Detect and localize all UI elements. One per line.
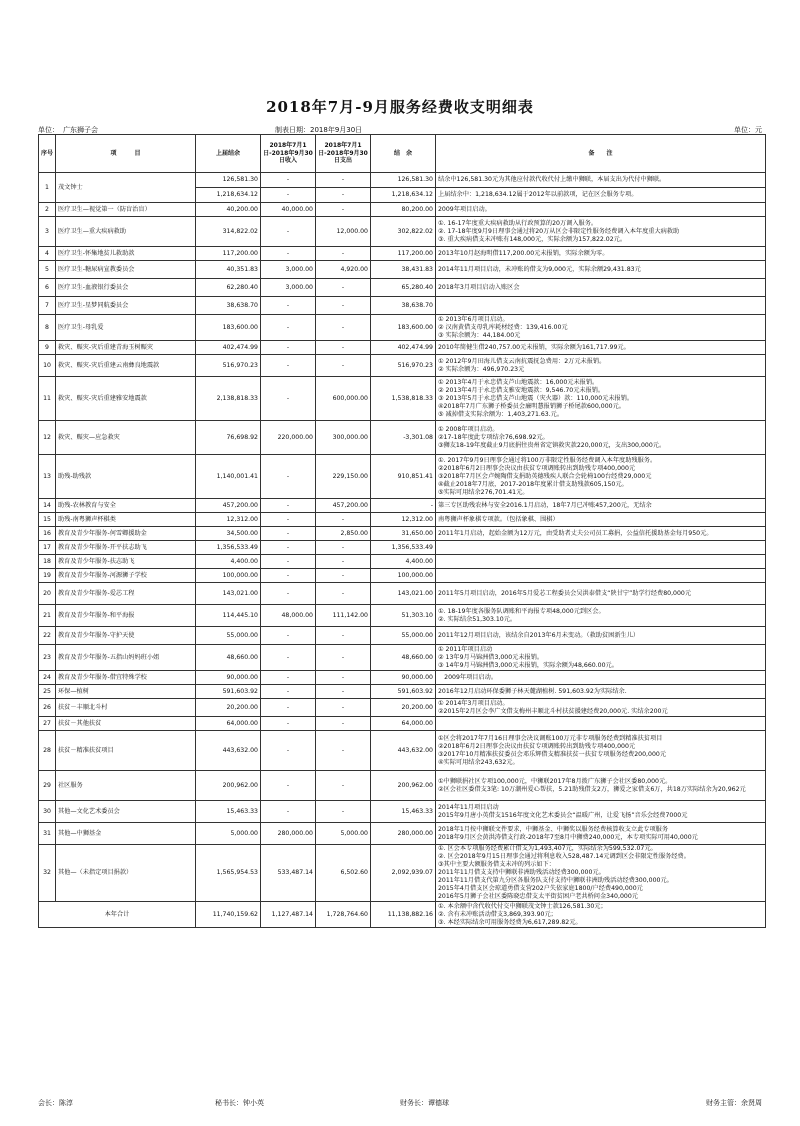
row-note xyxy=(436,717,766,731)
table-row xyxy=(39,583,766,605)
row-note: ①. 2017年9月9日理事会通过将100万非限定性服务经费调入本年度助残服务。 ②2018年6月2日理事会决议由扶贫专项调账转出到助残专项400,000元 ③2018年7月区会卢婉陶借支捐助英德残疾人联合会轮椅100台经费29,000元 ④截止2018年7月底，2017-2018年度累计借支助残款605,150元。 ⑤实际可用结余276,701.41元。 xyxy=(436,455,766,499)
row-balance: 55,000.00 xyxy=(371,627,436,645)
row-income: - xyxy=(261,188,316,203)
row-expense: - xyxy=(316,279,371,297)
row-no: 8 xyxy=(39,315,56,341)
row-no: 31 xyxy=(39,823,56,845)
row-item: 教育及青少年服务-扶志助飞 xyxy=(56,555,196,569)
row-prev-balance: 20,200.00 xyxy=(196,699,261,717)
table-row xyxy=(39,217,766,247)
row-no: 16 xyxy=(39,527,56,541)
row-prev-balance: 62,280.40 xyxy=(196,279,261,297)
row-balance: 64,000.00 xyxy=(371,717,436,731)
header-prev-balance: 上届结余 xyxy=(196,135,261,173)
table-row xyxy=(39,845,766,902)
row-income: - xyxy=(261,555,316,569)
row-prev-balance: 100,000.00 xyxy=(196,569,261,583)
table-row xyxy=(39,499,766,513)
row-income: - xyxy=(261,583,316,605)
table-row xyxy=(39,455,766,499)
row-income: 533,487.14 xyxy=(261,845,316,902)
row-no: 22 xyxy=(39,627,56,645)
row-income: - xyxy=(261,513,316,527)
row-expense: - xyxy=(316,341,371,355)
row-note: 南粤狮声杯象棋专项款。（包括象棋、围棋） xyxy=(436,513,766,527)
table-row xyxy=(39,671,766,685)
total-balance: 11,138,882.16 xyxy=(371,902,436,928)
row-no: 6 xyxy=(39,279,56,297)
row-item: 医疗卫生-怀集地贫儿救助款 xyxy=(56,247,196,261)
row-expense: - xyxy=(316,569,371,583)
row-item: 医疗卫生-母乳爱 xyxy=(56,315,196,341)
row-expense: 2,850.00 xyxy=(316,527,371,541)
row-income: - xyxy=(261,671,316,685)
row-balance: 516,970.23 xyxy=(371,355,436,377)
table-row xyxy=(39,173,766,188)
row-item: 医疗卫生—重大疾病救助 xyxy=(56,217,196,247)
row-item: 助残-南粤狮声杯棋类 xyxy=(56,513,196,527)
row-expense: 5,000.00 xyxy=(316,823,371,845)
row-no: 14 xyxy=(39,499,56,513)
row-expense: - xyxy=(316,699,371,717)
row-no: 21 xyxy=(39,605,56,627)
row-balance: 15,463.33 xyxy=(371,801,436,823)
row-item: 其他—中狮基金 xyxy=(56,823,196,845)
row-income: - xyxy=(261,297,316,315)
date-label: 制表日期：2018年9月30日 xyxy=(275,126,363,134)
row-note: ① 2014年3月项目启动。 ②2015年2月区会李广文借支梅州丰顺北斗村扶贫援建经费20,000元. 实结余200元 xyxy=(436,699,766,717)
row-note: ① 2011年项目启动 ② 13年9月马锦洲借3,000元未报销。 ③ 14年9月马锦洲借3,000元未报销，实际余额为48,660.00元。 xyxy=(436,645,766,671)
row-no: 25 xyxy=(39,685,56,699)
row-expense: - xyxy=(316,541,371,555)
row-balance: 200,962.00 xyxy=(371,771,436,801)
table-header xyxy=(39,135,766,173)
row-no: 5 xyxy=(39,261,56,279)
row-income: 3,000.00 xyxy=(261,279,316,297)
row-no: 13 xyxy=(39,455,56,499)
row-expense: - xyxy=(316,355,371,377)
row-prev-balance: 402,474.99 xyxy=(196,341,261,355)
row-prev-balance: 443,632.00 xyxy=(196,731,261,771)
row-balance: 31,650.00 xyxy=(371,527,436,541)
row-no: 30 xyxy=(39,801,56,823)
row-note: 2011年1月启动，起始金额为12万元，由受助者丈夫公司员工募捐，公益信托援助基金每月950元。 xyxy=(436,527,766,541)
table-row xyxy=(39,421,766,455)
table-row xyxy=(39,605,766,627)
row-expense: - xyxy=(316,671,371,685)
row-expense: - xyxy=(316,731,371,771)
row-prev-balance: 90,000.00 xyxy=(196,671,261,685)
row-balance: 4,400.00 xyxy=(371,555,436,569)
row-balance: 38,431.83 xyxy=(371,261,436,279)
row-note: 第三专区助残农林与安全2016.1月启动，18年7月已冲账457,200元，无结余 xyxy=(436,499,766,513)
row-no: 10 xyxy=(39,355,56,377)
row-note: 上届结余中：1,218,634.12属于2012年以前款项，记在区会服务专项。 xyxy=(436,188,766,203)
row-balance: - xyxy=(371,499,436,513)
row-note: 2009年项目启动。 xyxy=(436,671,766,685)
row-prev-balance: 5,000.00 xyxy=(196,823,261,845)
row-expense: - xyxy=(316,173,371,188)
header-balance: 结 余 xyxy=(371,135,436,173)
row-item: 救灾、赈灾-灾后重建云南彝良地震款 xyxy=(56,355,196,377)
table-row xyxy=(39,645,766,671)
row-expense: - xyxy=(316,771,371,801)
table-row xyxy=(39,771,766,801)
row-item: 扶贫－其他扶贫 xyxy=(56,717,196,731)
table-row xyxy=(39,513,766,527)
row-expense: - xyxy=(316,555,371,569)
row-expense: 600,000.00 xyxy=(316,377,371,421)
finance-head: 财务长：谭德球 xyxy=(400,1099,449,1107)
row-prev-balance: 117,200.00 xyxy=(196,247,261,261)
row-prev-balance: 314,822.02 xyxy=(196,217,261,247)
row-no: 12 xyxy=(39,421,56,455)
row-income: 220,000.00 xyxy=(261,421,316,455)
total-income: 1,127,487.14 xyxy=(261,902,316,928)
row-income: 280,000.00 xyxy=(261,823,316,845)
row-expense: 6,502.60 xyxy=(316,845,371,902)
table-row xyxy=(39,527,766,541)
row-income: - xyxy=(261,541,316,555)
row-income: - xyxy=(261,341,316,355)
row-note xyxy=(436,569,766,583)
table-row xyxy=(39,279,766,297)
row-note: ①区会将2017年7月16日理事会决议调账100万元非专项服务经费到精准扶贫项目 ②2018年6月2日理事会决议由扶贫专项调账转出到助残专项400,000元 ③2017年10月精准扶贫委员会邓乐辉借支精准扶贫一扶贫专项服务经费200,000元 ④实际可用结余243,632元。 xyxy=(436,731,766,771)
row-note: ① 2012年9月田海儿借支云南抗震抚急费用：2万元未报销。 ② 实际余额为：496,970.23元 xyxy=(436,355,766,377)
row-no: 29 xyxy=(39,771,56,801)
row-expense: 111,142.00 xyxy=(316,605,371,627)
row-note: 2011年5月项目启动，2016年5月爱芯工程委员会吴洪泰借支“陕甘宁”助学行经费80,000元 xyxy=(436,583,766,605)
row-income: - xyxy=(261,455,316,499)
row-prev-balance: 64,000.00 xyxy=(196,717,261,731)
row-prev-balance: 34,500.00 xyxy=(196,527,261,541)
header-item: 项 目 xyxy=(56,135,196,173)
row-item: 教育及青少年服务-五指山妈妈班小姐 xyxy=(56,645,196,671)
table-row xyxy=(39,699,766,717)
row-no: 15 xyxy=(39,513,56,527)
row-no: 32 xyxy=(39,845,56,902)
row-no: 4 xyxy=(39,247,56,261)
row-expense: - xyxy=(316,315,371,341)
row-income: - xyxy=(261,645,316,671)
row-item: 扶贫－丰顺北斗村 xyxy=(56,699,196,717)
row-no: 17 xyxy=(39,541,56,555)
row-balance: 591,603.92 xyxy=(371,685,436,699)
row-balance: 100,000.00 xyxy=(371,569,436,583)
row-prev-balance: 1,565,954.53 xyxy=(196,845,261,902)
row-note: 2013年10月赵海明借117,200.00元未报销，实际余额为零。 xyxy=(436,247,766,261)
row-no: 9 xyxy=(39,341,56,355)
row-item: 救灾、赈灾-灾后重建雅安地震款 xyxy=(56,377,196,421)
row-note: 结余中126,581.30元为其他应付款代收代付上缴中狮联，本届支出为代付中狮联。 xyxy=(436,173,766,188)
row-prev-balance: 12,312.00 xyxy=(196,513,261,527)
row-income: - xyxy=(261,217,316,247)
header-no: 序号 xyxy=(39,135,56,173)
row-expense: - xyxy=(316,627,371,645)
row-income: - xyxy=(261,569,316,583)
row-no: 19 xyxy=(39,569,56,583)
row-prev-balance: 183,600.00 xyxy=(196,315,261,341)
row-note: 2014年11月项目启动 2015年9月唐小英借支1516年度文化艺术委员会“温暖广州，让爱飞扬”音乐会经费7000元 xyxy=(436,801,766,823)
row-note: ①. 区会本专项服务经费累计借支为1,493,407元，实际结余为599,532.07元。 ②. 区会2018年9月15日理事会通过将利息收入528,487.14元调到区会非限定性服务经费。 ③其中主要大额服务借支未冲的列示如下： 2011年11月借支支持中狮联非洲助残活动经费300,000元。 2011年11月借支代第九分区各服务队支付支持中狮联非洲助残活动经费300,000元。 2015年4月借支区会琼道勇借支营202户失依家庭1800/户经费490,000元 2016年5月狮子会社区委陈晓忠借支太平街贫困户老共桥问金340,000元 xyxy=(436,845,766,902)
row-prev-balance: 4,400.00 xyxy=(196,555,261,569)
row-item: 社区服务 xyxy=(56,771,196,801)
total-note: ①. 本余额中含代收代付交中狮联茂文钟士款126,581.30元； ②. 含有未冲账活动借支3,869,393.90元； ③. 本经实际结余可用服务经费为6,617,289.82元。 xyxy=(436,902,766,928)
row-item: 教育及青少年服务-守护天使 xyxy=(56,627,196,645)
row-prev-balance: 457,200.00 xyxy=(196,499,261,513)
header-note: 备 注 xyxy=(436,135,766,173)
row-item: 教育及青少年服务-爱芯工程 xyxy=(56,583,196,605)
row-expense: - xyxy=(316,188,371,203)
row-balance: 143,021.00 xyxy=(371,583,436,605)
row-prev-balance: 2,138,818.33 xyxy=(196,377,261,421)
row-item: 环保—植树 xyxy=(56,685,196,699)
finance-manager: 财务主管：余贤周 xyxy=(706,1099,762,1107)
row-expense: - xyxy=(316,247,371,261)
row-income: - xyxy=(261,527,316,541)
row-income: 40,000.00 xyxy=(261,203,316,217)
row-prev-balance: 40,351.83 xyxy=(196,261,261,279)
table-row xyxy=(39,247,766,261)
table-row xyxy=(39,315,766,341)
row-item: 茂文钟士 xyxy=(56,173,196,203)
row-prev-balance: 516,970.23 xyxy=(196,355,261,377)
row-income: - xyxy=(261,717,316,731)
row-note xyxy=(436,555,766,569)
row-income: - xyxy=(261,699,316,717)
row-note: ① 2013年4月于永忠借支芦山地震款：16,000元未报销。 ② 2013年4月于永忠借支雅安地震款：9,546.70元未报销。 ③ 2013年5月于永忠借支芦山地震（灾火器）款：110,000元未报销。 ④2018年7月广东狮子桥委员会廉明慧报销狮子桥尾款600,000元。 ⑤ 减掉借支实际余额为：1,403,271.63.元。 xyxy=(436,377,766,421)
row-note: 2011年12月项目启动，该结余自2013年6月未变动。（救助贫困新生儿） xyxy=(436,627,766,645)
row-note: 2016年12月启动环保委狮子林天麓湖植树. 591,603.92为实际结余. xyxy=(436,685,766,699)
row-no: 18 xyxy=(39,555,56,569)
row-balance: 1,218,634.12 xyxy=(371,188,436,203)
row-item: 医疗卫生—视觉第一（防盲治盲） xyxy=(56,203,196,217)
row-note: ①. 18-19年度各服务队调账和平海报专项48,000元到区会。 ②. 实际结余51,303.10元。 xyxy=(436,605,766,627)
row-balance: 402,474.99 xyxy=(371,341,436,355)
row-balance: 280,000.00 xyxy=(371,823,436,845)
row-income: 48,000.00 xyxy=(261,605,316,627)
row-income: - xyxy=(261,801,316,823)
row-balance: 12,312.00 xyxy=(371,513,436,527)
row-income: - xyxy=(261,731,316,771)
row-note: ①中狮联捐社区专项100,000元，中狮联2017年8月拨广东狮子会社区委80,000元。 ②区会社区委借支3笔: 10万潮州爱心帮扶，5.21助残借支2万，狮爱之家借支6万，共18万实际结余为20,962元 xyxy=(436,771,766,801)
row-item: 救灾、赈灾—应急救灾 xyxy=(56,421,196,455)
row-income: - xyxy=(261,499,316,513)
row-balance: 20,200.00 xyxy=(371,699,436,717)
header-expense: 2018年7月1日-2018年9月30日支出 xyxy=(316,135,371,173)
row-note: ① 2008年项目启动。 ②17-18年度此专项结余76,698.92元。 ③狮友18-19年度截止9月底捐往贵州省定镇救灾款220,000元，支出300,000元。 xyxy=(436,421,766,455)
row-prev-balance: 38,638.70 xyxy=(196,297,261,315)
row-expense: - xyxy=(316,685,371,699)
row-income: 3,000.00 xyxy=(261,261,316,279)
row-item: 救灾、赈灾-灾后重建青海玉树赈灾 xyxy=(56,341,196,355)
row-income: - xyxy=(261,315,316,341)
row-prev-balance: 114,445.10 xyxy=(196,605,261,627)
row-balance: 117,200.00 xyxy=(371,247,436,261)
row-note: 2010年简健生借240,757.00元未报销，实际余额为161,717.99元。 xyxy=(436,341,766,355)
row-item: 教育及青少年服务-开平扶志助飞 xyxy=(56,541,196,555)
row-item: 医疗卫生-糖尿病宣教委员会 xyxy=(56,261,196,279)
row-item: 教育及青少年服务-何雪卿援助金 xyxy=(56,527,196,541)
row-item: 教育及青少年服务-和平海报 xyxy=(56,605,196,627)
row-item: 教育及青少年服务-河源狮子学校 xyxy=(56,569,196,583)
row-balance: 38,638.70 xyxy=(371,297,436,315)
row-no: 24 xyxy=(39,671,56,685)
table-row xyxy=(39,555,766,569)
row-prev-balance: 143,021.00 xyxy=(196,583,261,605)
row-no: 1 xyxy=(39,173,56,203)
row-income: - xyxy=(261,377,316,421)
row-note: 2014年11月项目启动，未冲账的借支为9,000元，实际余额29,431.83元 xyxy=(436,261,766,279)
row-no: 11 xyxy=(39,377,56,421)
president: 会长：陈淳 xyxy=(38,1099,73,1107)
row-income: - xyxy=(261,627,316,645)
row-no: 20 xyxy=(39,583,56,605)
row-expense: - xyxy=(316,717,371,731)
table-row xyxy=(39,685,766,699)
row-note xyxy=(436,297,766,315)
row-item: 教育及青少年服务-借宜特殊学校 xyxy=(56,671,196,685)
row-item: 扶贫－精准扶贫项目 xyxy=(56,731,196,771)
row-no: 28 xyxy=(39,731,56,771)
row-item: 医疗卫生-星梦同航委员会 xyxy=(56,297,196,315)
table-row xyxy=(39,203,766,217)
row-income: - xyxy=(261,247,316,261)
row-no: 7 xyxy=(39,297,56,315)
row-expense: - xyxy=(316,513,371,527)
row-item: 其他—文化艺术委员会 xyxy=(56,801,196,823)
row-prev-balance: 1,356,533.49 xyxy=(196,541,261,555)
row-income: - xyxy=(261,355,316,377)
row-prev-balance: 1,140,001.41 xyxy=(196,455,261,499)
row-balance: 1,356,533.49 xyxy=(371,541,436,555)
row-item: 其他—（未指定项目捐款） xyxy=(56,845,196,902)
row-balance: 443,632.00 xyxy=(371,731,436,771)
currency-unit: 单位：元 xyxy=(734,126,762,134)
total-expense: 1,728,764.60 xyxy=(316,902,371,928)
row-expense: - xyxy=(316,583,371,605)
table-row xyxy=(39,717,766,731)
row-prev-balance: 591,603.92 xyxy=(196,685,261,699)
row-item: 助残-农林教育与安全 xyxy=(56,499,196,513)
row-expense: 4,920.00 xyxy=(316,261,371,279)
secretary: 秘书长：钟小英 xyxy=(215,1099,264,1107)
table-row xyxy=(39,355,766,377)
row-prev-balance: 48,660.00 xyxy=(196,645,261,671)
total-label: 本年合计 xyxy=(39,902,196,928)
total-row xyxy=(39,902,766,928)
row-balance: 65,280.40 xyxy=(371,279,436,297)
row-prev-balance: 15,463.33 xyxy=(196,801,261,823)
row-balance: 126,581.30 xyxy=(371,173,436,188)
row-no: 23 xyxy=(39,645,56,671)
table-row xyxy=(39,541,766,555)
row-balance: 90,000.00 xyxy=(371,671,436,685)
row-balance: 302,822.02 xyxy=(371,217,436,247)
table-row xyxy=(39,377,766,421)
table-row xyxy=(39,297,766,315)
unit-label: 单位： 广东狮子会 xyxy=(38,126,98,134)
row-balance: 183,600.00 xyxy=(371,315,436,341)
table-row xyxy=(39,261,766,279)
row-no: 26 xyxy=(39,699,56,717)
row-item: 助残-助残款 xyxy=(56,455,196,499)
row-no: 2 xyxy=(39,203,56,217)
row-note: 2018年1月按中狮联文件要求，中狮基金、中狮奖以服务经费核算收支立此专项服务 2018年9月区会黄洪涛借支行政-2018年7至8月中狮费240,000元，本专项实际可用40,000元 xyxy=(436,823,766,845)
row-note: ① 2013年6月项目启动。 ② 汉南黄借支母乳库耗材经费：139,416.00元 ③ 实际余额为：44,184.00元 xyxy=(436,315,766,341)
row-expense: - xyxy=(316,645,371,671)
row-prev-balance: 1,218,634.12 xyxy=(196,188,261,203)
header-income: 2018年7月1日-2018年9月30日收入 xyxy=(261,135,316,173)
row-expense: - xyxy=(316,297,371,315)
row-balance: -3,301.08 xyxy=(371,421,436,455)
row-note: 2009年项目启动。 xyxy=(436,203,766,217)
table-row xyxy=(39,801,766,823)
row-expense: 229,150.00 xyxy=(316,455,371,499)
row-prev-balance: 76,698.92 xyxy=(196,421,261,455)
row-item: 医疗卫生-血液银行委员会 xyxy=(56,279,196,297)
row-expense: - xyxy=(316,801,371,823)
row-no: 3 xyxy=(39,217,56,247)
row-expense: - xyxy=(316,203,371,217)
row-balance: 48,660.00 xyxy=(371,645,436,671)
row-expense: 12,000.00 xyxy=(316,217,371,247)
table-row xyxy=(39,731,766,771)
row-income: - xyxy=(261,771,316,801)
row-prev-balance: 126,581.30 xyxy=(196,173,261,188)
row-income: - xyxy=(261,173,316,188)
row-balance: 51,303.10 xyxy=(371,605,436,627)
table-row xyxy=(39,823,766,845)
row-balance: 910,851.41 xyxy=(371,455,436,499)
row-no: 27 xyxy=(39,717,56,731)
row-prev-balance: 55,000.00 xyxy=(196,627,261,645)
row-balance: 2,092,939.07 xyxy=(371,845,436,902)
row-note xyxy=(436,541,766,555)
table-row xyxy=(39,627,766,645)
row-expense: 457,200.00 xyxy=(316,499,371,513)
table-row xyxy=(39,569,766,583)
row-note: 2018年3月项目启动入账区会 xyxy=(436,279,766,297)
row-balance: 1,538,818.33 xyxy=(371,377,436,421)
row-prev-balance: 200,962.00 xyxy=(196,771,261,801)
row-balance: 80,200.00 xyxy=(371,203,436,217)
row-income: - xyxy=(261,685,316,699)
row-prev-balance: 40,200.00 xyxy=(196,203,261,217)
row-expense: 300,000.00 xyxy=(316,421,371,455)
expense-table xyxy=(38,134,766,928)
page-title: 2018年7月-9月服务经费收支明细表 xyxy=(266,98,534,116)
row-note: ①. 16-17年度重大疾病救助从行政预算的20万调入服务。 ②. 17-18年度9月9日理事会通过将20万从区会非限定性服务经费调入本年度重大病救助 ③. 重大疾病借支未冲账有148,000元，实际余额为157,822.02元。 xyxy=(436,217,766,247)
total-prev-balance: 11,740,159.62 xyxy=(196,902,261,928)
table-row xyxy=(39,341,766,355)
